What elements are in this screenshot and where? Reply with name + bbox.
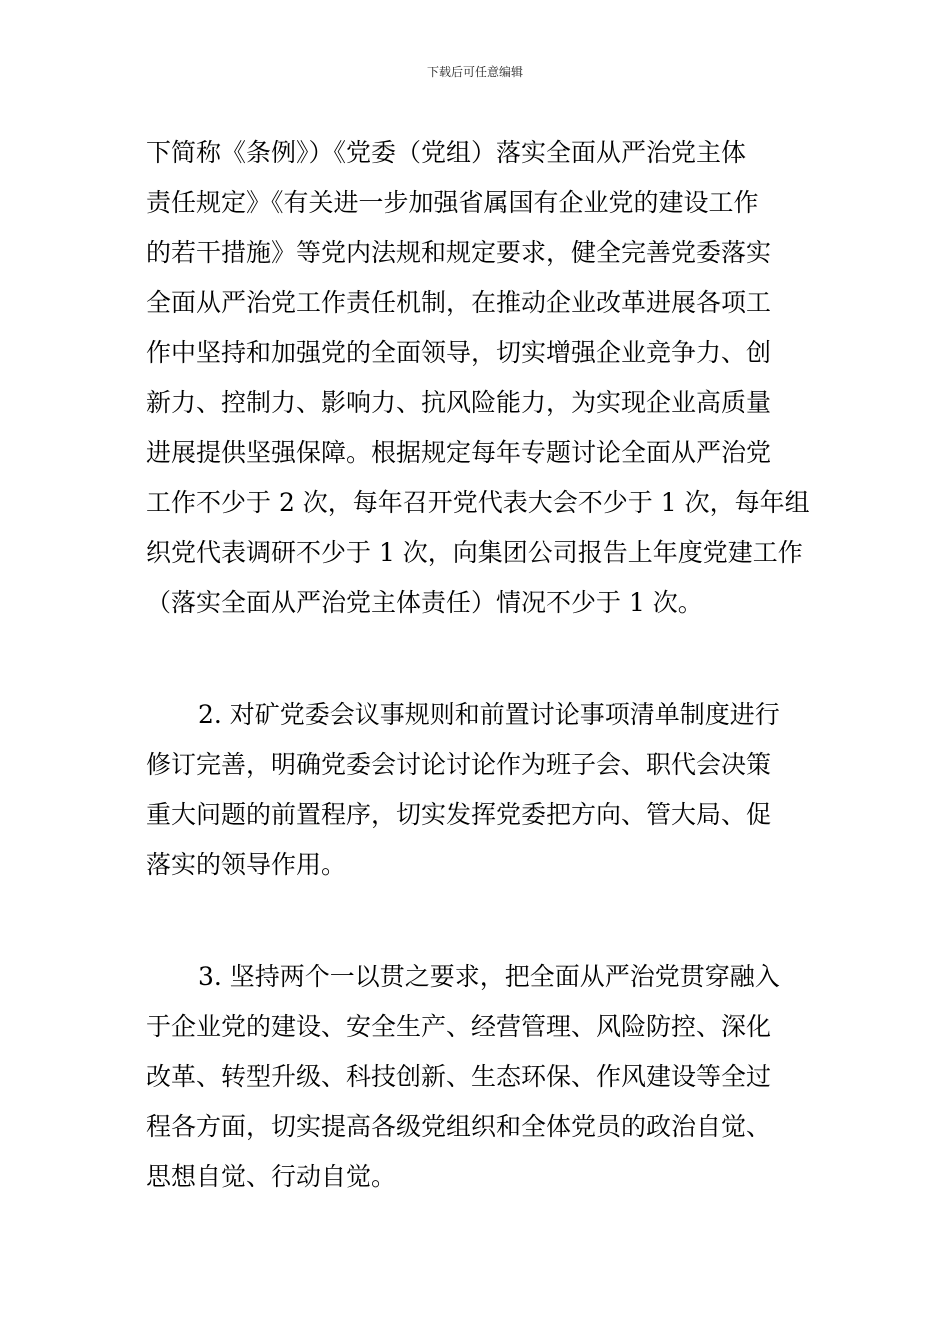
text-line: 织党代表调研不少于 1 次，向集团公司报告上年度党建工作 bbox=[146, 538, 803, 567]
text-line: （落实全面从严治党主体责任）情况不少于 1 次。 bbox=[146, 588, 703, 617]
text-line: 于企业党的建设、安全生产、经营管理、风险防控、深化 bbox=[146, 1012, 772, 1041]
text-line: 3. 坚持两个一以贯之要求，把全面从严治党贯穿融入 bbox=[198, 962, 780, 991]
text-line: 的若干措施》等党内法规和规定要求，健全完善党委落实 bbox=[146, 238, 772, 267]
paragraph-spacer bbox=[146, 628, 810, 690]
text-line: 进展提供坚强保障。根据规定每年专题讨论全面从严治党 bbox=[146, 438, 772, 467]
text-line: 下简称《条例》）《党委（党组）落实全面从严治党主体 bbox=[146, 138, 747, 167]
text-line: 新力、控制力、影响力、抗风险能力，为实现企业高质量 bbox=[146, 388, 772, 417]
paragraph-1 bbox=[146, 128, 810, 628]
document-body bbox=[146, 128, 810, 1202]
text-line: 2. 对矿党委会议事规则和前置讨论事项清单制度进行 bbox=[198, 700, 780, 729]
text-line: 思想自觉、行动自觉。 bbox=[146, 1162, 397, 1191]
text-line: 责任规定》《有关进一步加强省属国有企业党的建设工作 bbox=[146, 188, 759, 217]
page-header-note: 下载后可任意编辑 bbox=[426, 65, 523, 79]
text-line: 程各方面，切实提高各级党组织和全体党员的政治自觉、 bbox=[146, 1112, 772, 1141]
text-line: 作中坚持和加强党的全面领导，切实增强企业竞争力、创 bbox=[146, 338, 772, 367]
text-line: 改革、转型升级、科技创新、生态环保、作风建设等全过 bbox=[146, 1062, 772, 1091]
paragraph-3 bbox=[146, 952, 810, 1202]
text-line: 重大问题的前置程序，切实发挥党委把方向、管大局、促 bbox=[146, 800, 772, 829]
text-line: 修订完善，明确党委会讨论讨论作为班子会、职代会决策 bbox=[146, 750, 772, 779]
paragraph-2 bbox=[146, 690, 810, 890]
text-line: 工作不少于 2 次，每年召开党代表大会不少于 1 次，每年组 bbox=[146, 488, 810, 517]
text-line: 全面从严治党工作责任机制，在推动企业改革进展各项工 bbox=[146, 288, 772, 317]
paragraph-spacer bbox=[146, 890, 810, 952]
text-line: 落实的领导作用。 bbox=[146, 850, 347, 879]
